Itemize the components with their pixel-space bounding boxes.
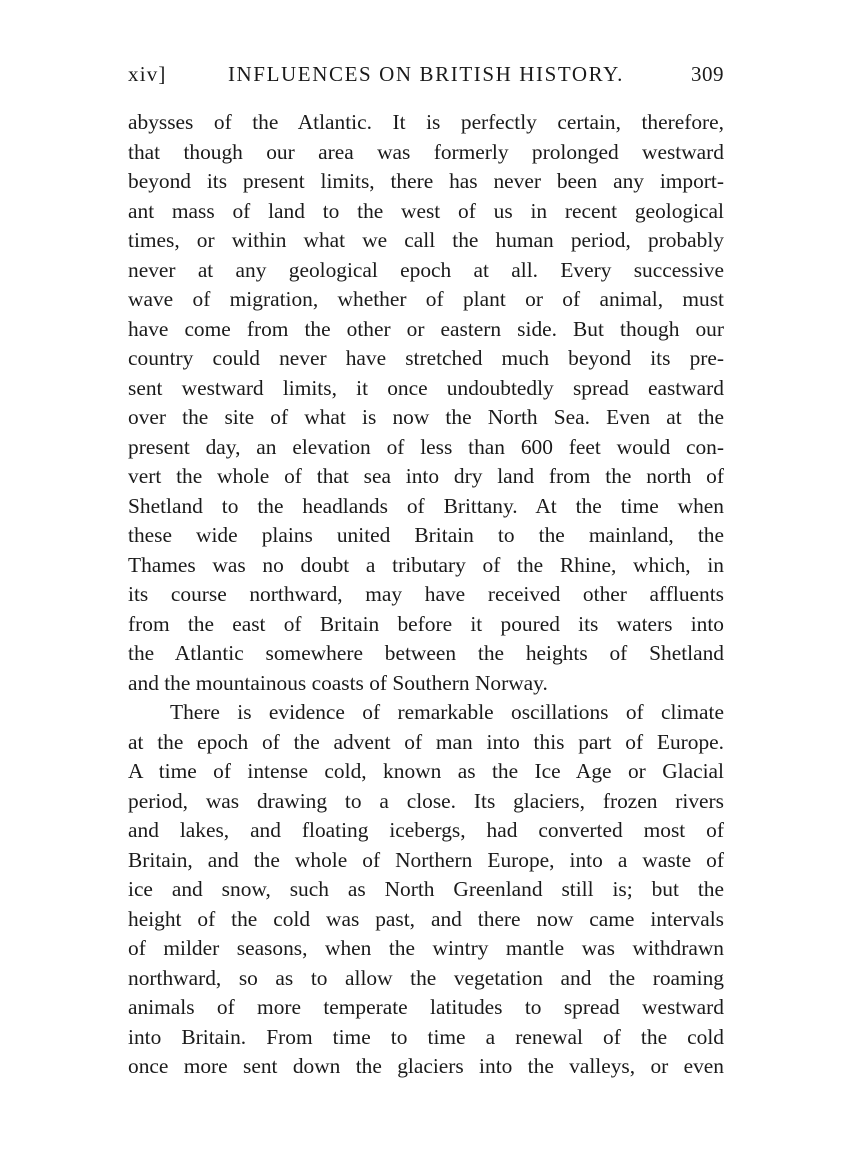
text-line: into Britain. From time to time a renewal of the cold bbox=[128, 1024, 724, 1049]
text-line: height of the cold was past, and there now came intervals bbox=[128, 906, 724, 931]
text-line: have come from the other or eastern side. But though our bbox=[128, 316, 724, 341]
text-line: over the site of what is now the North Sea. Even at the bbox=[128, 405, 724, 429]
text-line: beyond its present limits, there has never been any import- bbox=[128, 169, 724, 193]
text-line: A time of intense cold, known as the Ice Age or Glacial bbox=[128, 759, 724, 783]
text-line: country could never have stretched much beyond its pre- bbox=[128, 346, 724, 370]
text-line: northward, so as to allow the vegetation and the roaming bbox=[128, 965, 724, 990]
text-line: Thames was no doubt a tributary of the Rhine, which, in bbox=[128, 552, 724, 577]
text-line: present day, an elevation of less than 600 feet would con- bbox=[128, 434, 724, 459]
text-line: never at any geological epoch at all. Every successive bbox=[128, 257, 724, 282]
text-line: period, was drawing to a close. Its glaciers, frozen rivers bbox=[128, 788, 724, 813]
text-line: at the epoch of the advent of man into this part of Europe. bbox=[128, 729, 724, 754]
text-line: these wide plains united Britain to the mainland, the bbox=[128, 523, 724, 547]
text-line: of milder seasons, when the wintry mantle was withdrawn bbox=[128, 936, 724, 960]
text-line: from the east of Britain before it poured its waters into bbox=[128, 611, 724, 636]
paragraph-2 bbox=[128, 698, 724, 1082]
chapter-number: xiv] bbox=[128, 62, 167, 86]
text-line: Shetland to the headlands of Brittany. At the time when bbox=[128, 493, 724, 518]
text-line: animals of more temperate latitudes to spread westward bbox=[128, 995, 724, 1019]
page-number: 309 bbox=[691, 62, 724, 86]
text-line: the Atlantic somewhere between the heights of Shetland bbox=[128, 641, 724, 665]
text-line: Britain, and the whole of Northern Europe, into a waste of bbox=[128, 847, 724, 872]
text-line: once more sent down the glaciers into the valleys, or even bbox=[128, 1054, 724, 1078]
text-line: that though our area was formerly prolonged westward bbox=[128, 139, 724, 164]
text-line: ice and snow, such as North Greenland still is; but the bbox=[128, 877, 724, 901]
text-line: abysses of the Atlantic. It is perfectly certain, therefore, bbox=[128, 110, 724, 134]
text-line: times, or within what we call the human period, probably bbox=[128, 228, 724, 252]
text-line: and the mountainous coasts of Southern Norway. bbox=[128, 670, 548, 695]
running-head bbox=[128, 62, 724, 92]
text-line: sent westward limits, it once undoubtedly spread eastward bbox=[128, 375, 724, 400]
text-line: ant mass of land to the west of us in recent geological bbox=[128, 198, 724, 223]
text-line: wave of migration, whether of plant or of animal, must bbox=[128, 287, 724, 311]
text-line: There is evidence of remarkable oscillations of climate bbox=[170, 700, 724, 724]
text-line: its course northward, may have received other affluents bbox=[128, 582, 724, 606]
running-title: INFLUENCES ON BRITISH HISTORY. bbox=[227, 62, 625, 86]
paragraph-1 bbox=[128, 108, 724, 698]
text-line: vert the whole of that sea into dry land from the north of bbox=[128, 464, 724, 488]
text-line: and lakes, and floating icebergs, had converted most of bbox=[128, 818, 724, 842]
body-text bbox=[128, 108, 724, 1082]
